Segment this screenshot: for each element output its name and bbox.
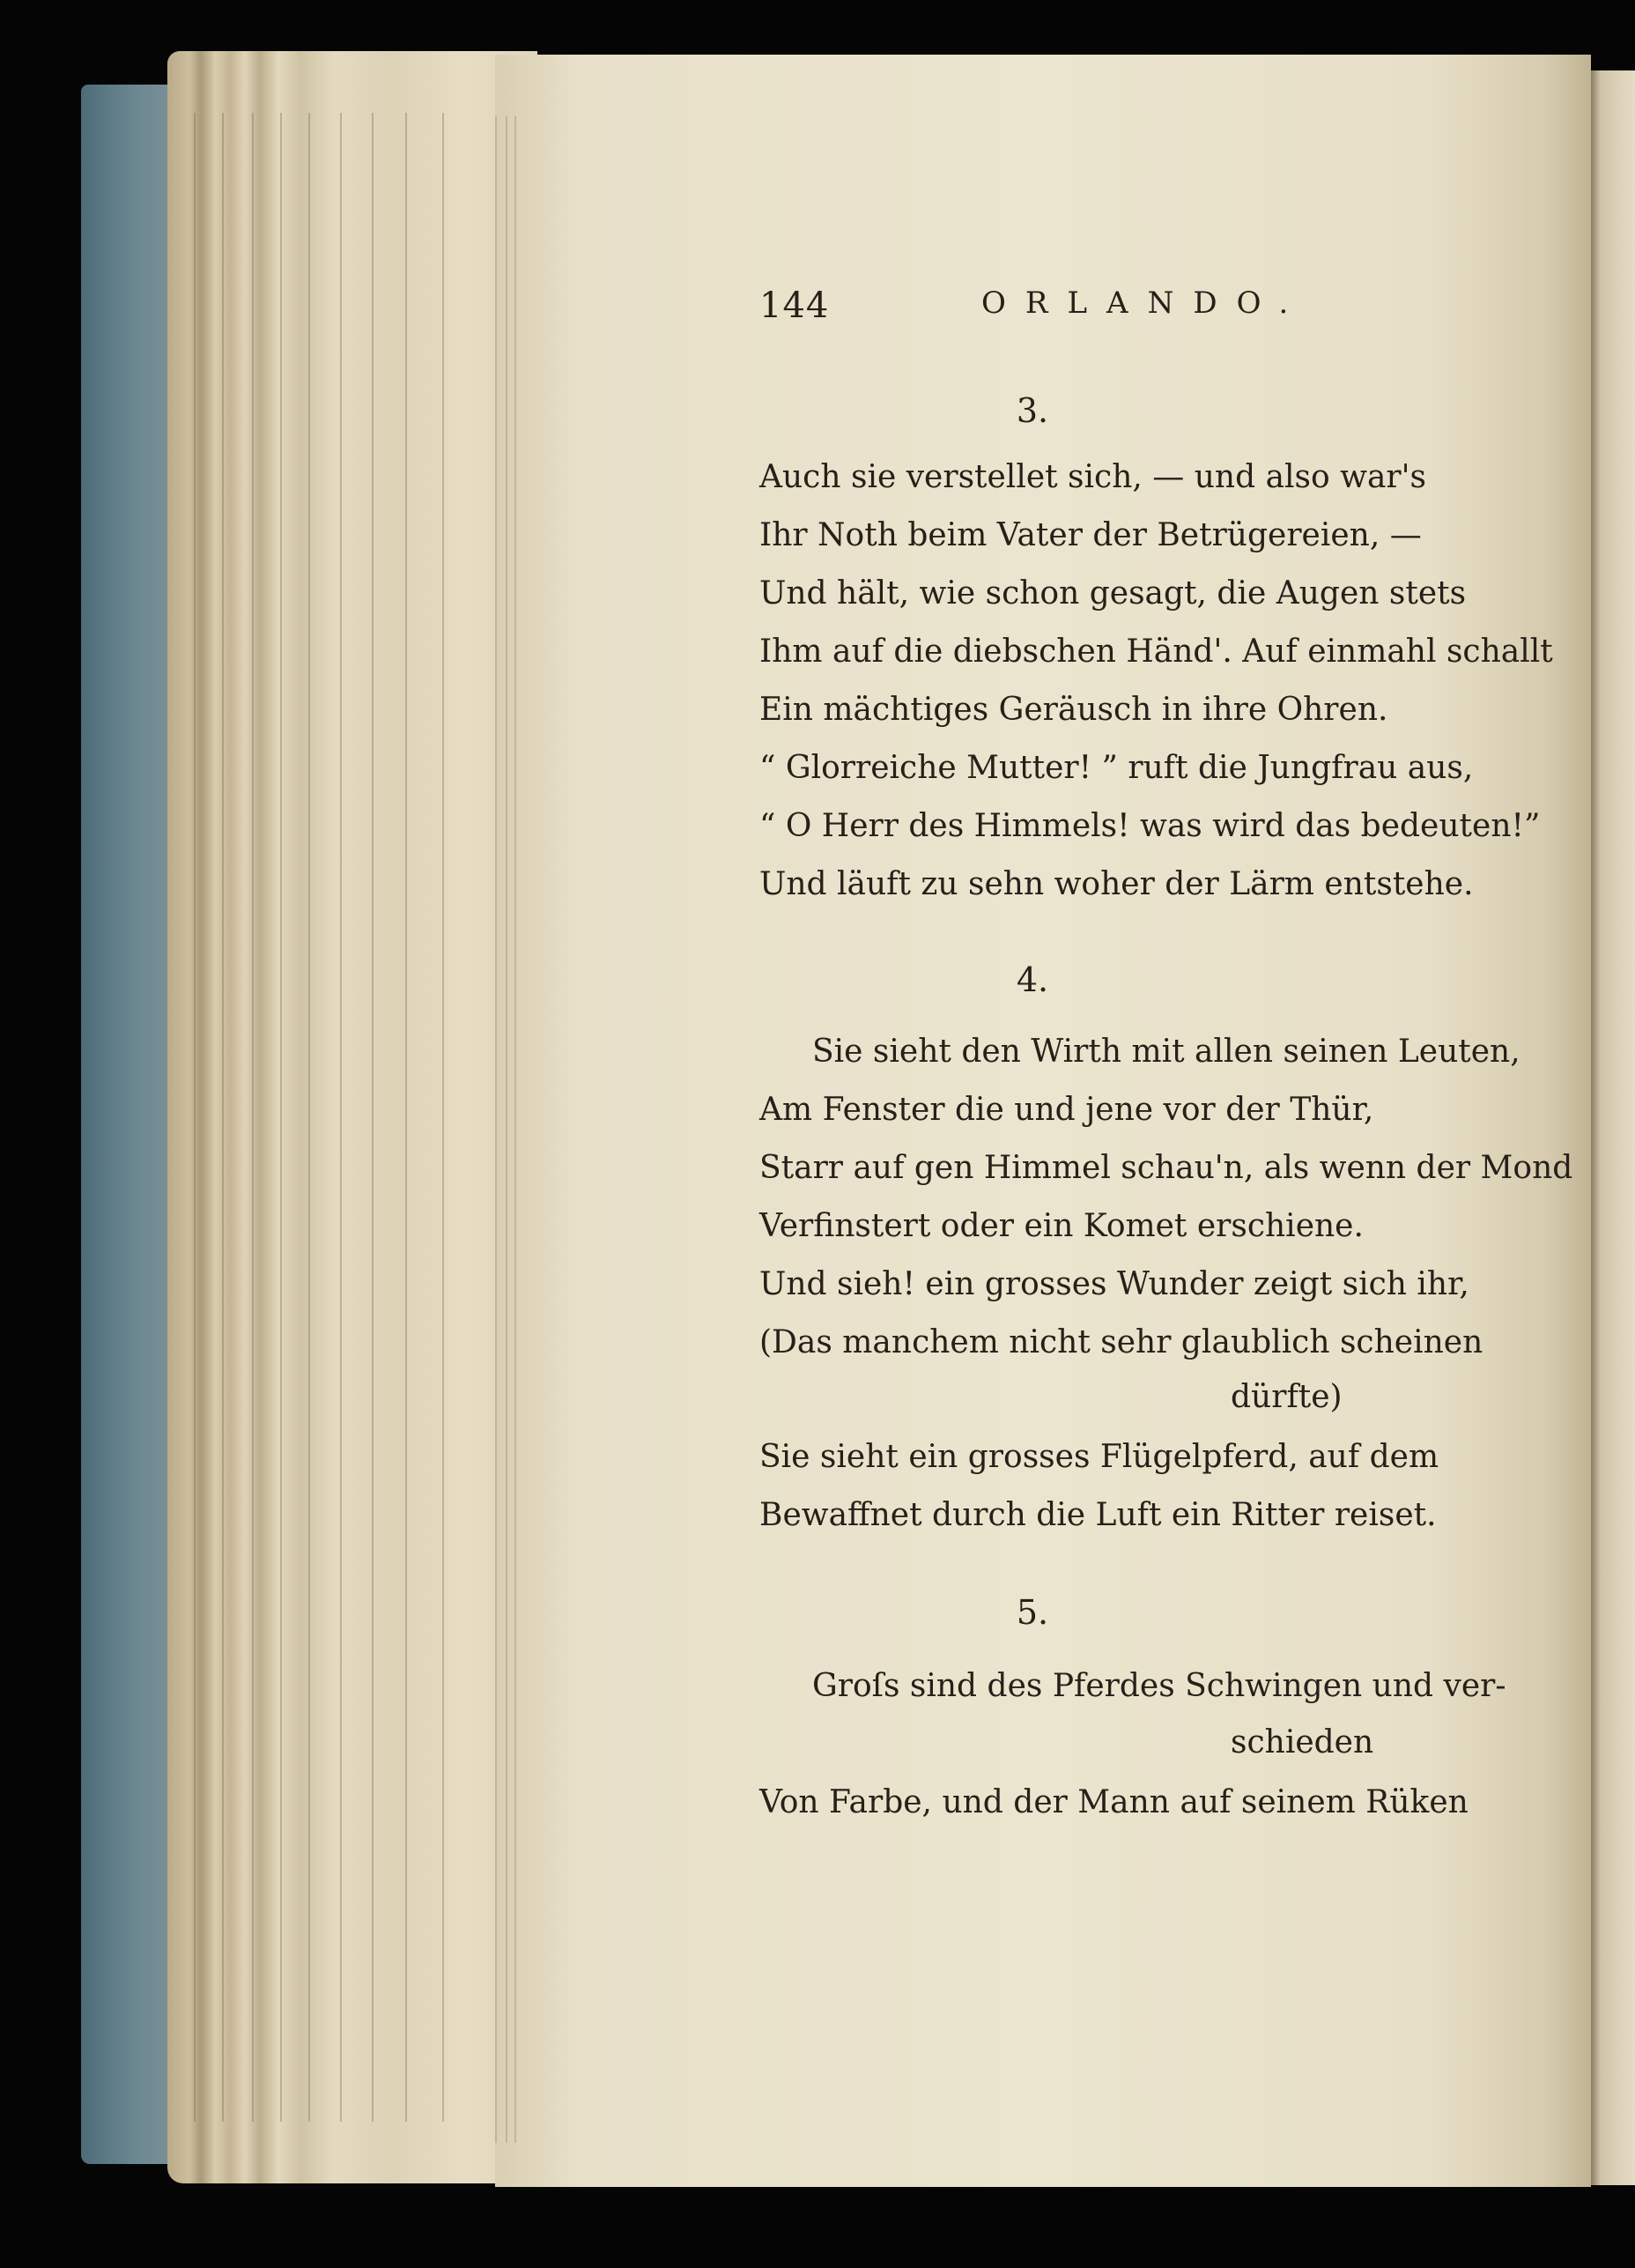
page-edge-line <box>280 113 282 2122</box>
facing-page-edge <box>1589 70 1635 2185</box>
page-stack-edges <box>167 51 537 2183</box>
page-edge-line <box>340 113 342 2122</box>
verse-line: Sie sieht den Wirth mit allen seinen Leuten, <box>812 1034 1520 1070</box>
verse-line: Sie sieht ein grosses Flügelpferd, auf dem <box>759 1439 1439 1475</box>
verse-line: Ihr Noth beim Vater der Betrügereien, — <box>759 517 1422 553</box>
verse-line: Am Fenster die und jene vor der Thür, <box>759 1092 1374 1128</box>
verse-line: Verfinstert oder ein Komet erschiene. <box>759 1208 1364 1244</box>
gutter-line <box>506 116 507 2143</box>
running-head <box>759 282 1517 335</box>
verse-line: Und hält, wie schon gesagt, die Augen stets <box>759 575 1467 611</box>
verse-line: Bewaffnet durch die Luft ein Ritter reiset. <box>759 1497 1437 1533</box>
verse-line: Und sieh! ein grosses Wunder zeigt sich ihr, <box>759 1266 1469 1302</box>
verse-line: “ Glorreiche Mutter! ” ruft die Jungfrau aus, <box>759 750 1474 786</box>
stanza-number: 3. <box>1016 391 1049 430</box>
stanza-number: 4. <box>1016 960 1049 999</box>
verse-line: Groſs sind des Pferdes Schwingen und ver- <box>812 1668 1506 1704</box>
gutter-line <box>514 116 516 2143</box>
verse-line: Ihm auf die diebschen Händ'. Auf einmahl schallt <box>759 634 1553 670</box>
page-edge-line <box>194 113 196 2122</box>
verse-line-continuation: dürfte) <box>1231 1379 1343 1415</box>
verse-line: Und läuft zu sehn woher der Lärm entstehe. <box>759 866 1474 902</box>
page-number: 144 <box>759 285 830 326</box>
verse-line: (Das manchem nicht sehr glaublich scheinen <box>759 1324 1483 1360</box>
page-edge-line <box>222 113 224 2122</box>
verse-line: Von Farbe, und der Mann auf seinem Rüken <box>759 1784 1469 1820</box>
gutter-line <box>495 116 497 2143</box>
verse-line: Auch sie verstellet sich, — und also war's <box>759 459 1427 495</box>
verse-line: Ein mächtiges Geräusch in ihre Ohren. <box>759 692 1388 728</box>
page-edge-line <box>442 113 444 2122</box>
page-edge-line <box>405 113 407 2122</box>
running-title: ORLANDO. <box>981 285 1308 321</box>
page-edge-line <box>252 113 254 2122</box>
verse-line: “ O Herr des Himmels! was wird das bedeuten!” <box>759 808 1541 844</box>
page-edge-line <box>372 113 374 2122</box>
verse-line: Starr auf gen Himmel schau'n, als wenn der Mond <box>759 1150 1573 1186</box>
page-edge-line <box>308 113 310 2122</box>
stanza-number: 5. <box>1016 1593 1049 1632</box>
verse-line-continuation: schieden <box>1231 1724 1374 1760</box>
